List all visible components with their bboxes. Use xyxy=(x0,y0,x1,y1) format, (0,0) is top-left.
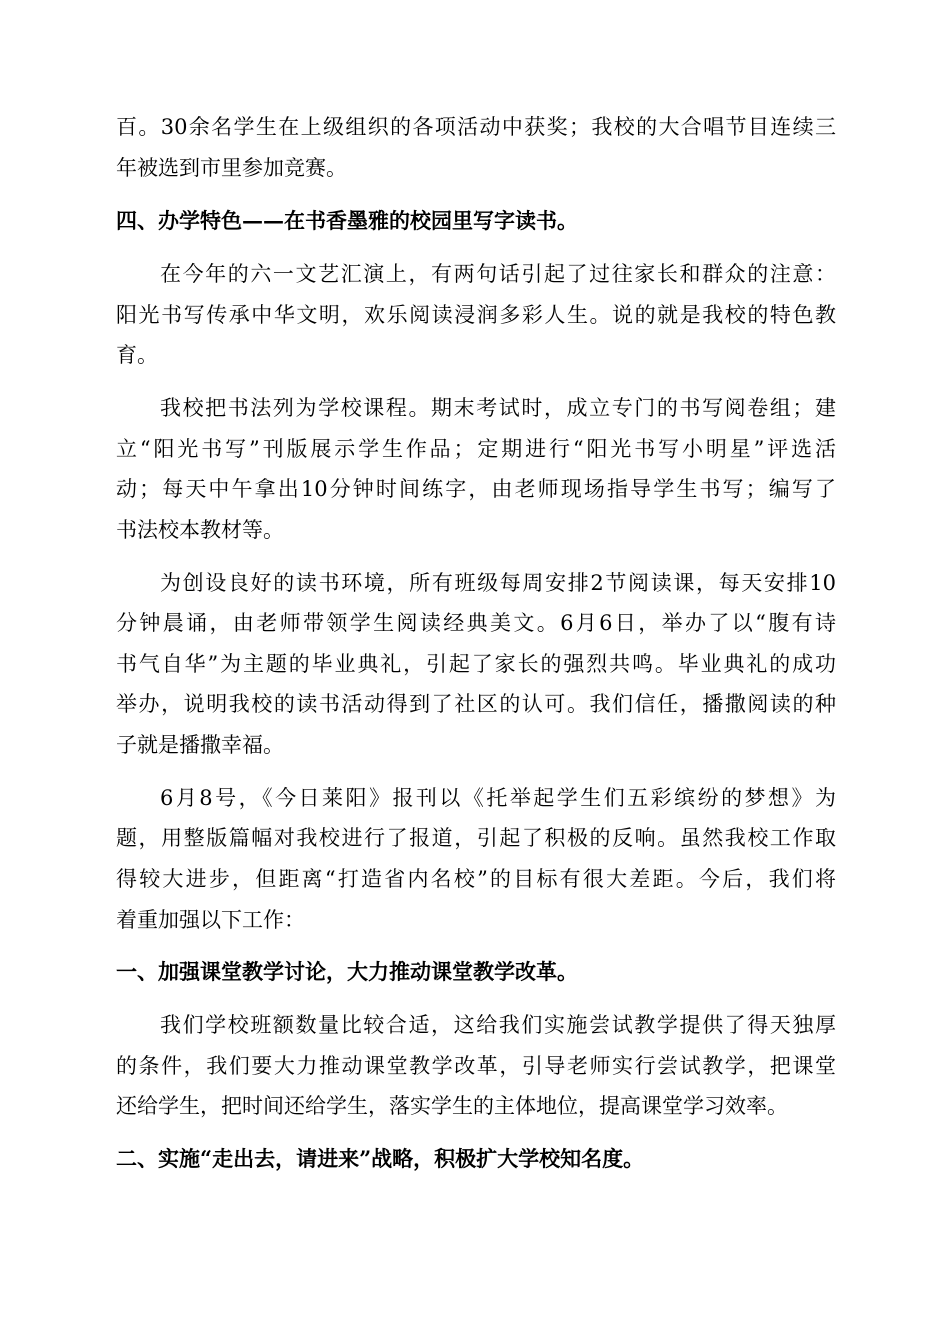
body-text-line: 为创设良好的读书环境，所有班级每周安排2节阅读课，每天安排10 xyxy=(160,571,836,595)
body-text-line: 年被选到市里参加竞赛。 xyxy=(116,156,347,180)
body-text-line: 6月8号，《今日莱阳》报刊以《托举起学生们五彩缤纷的梦想》为 xyxy=(160,786,836,810)
body-text-line: 着重加强以下工作： xyxy=(116,908,305,932)
body-text-line: 书法校本教材等。 xyxy=(116,518,284,542)
body-text-line: 我校把书法列为学校课程。期末考试时，成立专门的书写阅卷组；建 xyxy=(160,396,836,420)
body-text-line: 子就是播撒幸福。 xyxy=(116,733,284,757)
body-text-line: 动；每天中午拿出10分钟时间练字，由老师现场指导学生书写；编写了 xyxy=(116,477,836,501)
body-text-line: 举办，说明我校的读书活动得到了社区的认可。我们信任，播撒阅读的种 xyxy=(116,692,836,716)
body-text-line: 得较大进步，但距离“打造省内名校”的目标有很大差距。今后，我们将 xyxy=(116,867,836,891)
section-heading: 二、实施“走出去，请进来”战略，积极扩大学校知名度。 xyxy=(116,1146,645,1171)
body-text-line: 书气自华”为主题的毕业典礼，引起了家长的强烈共鸣。毕业典礼的成功 xyxy=(116,652,836,676)
body-text-line: 的条件，我们要大力推动课堂教学改革，引导老师实行尝试教学，把课堂 xyxy=(116,1054,836,1078)
body-text-line: 还给学生，把时间还给学生，落实学生的主体地位，提高课堂学习效率。 xyxy=(116,1094,788,1118)
body-text-line: 立“阳光书写”刊版展示学生作品；定期进行“阳光书写小明星”评选活 xyxy=(116,437,836,461)
body-text-line: 我们学校班额数量比较合适，这给我们实施尝试教学提供了得天独厚 xyxy=(160,1013,836,1037)
body-text-line: 题，用整版篇幅对我校进行了报道，引起了积极的反响。虽然我校工作取 xyxy=(116,826,836,850)
section-heading: 四、办学特色——在书香墨雅的校园里写字读书。 xyxy=(116,208,578,233)
section-heading: 一、加强课堂教学讨论，大力推动课堂教学改革。 xyxy=(116,959,578,984)
body-text-line: 在今年的六一文艺汇演上，有两句话引起了过往家长和群众的注意： xyxy=(160,262,836,286)
body-text-line: 分钟晨诵，由老师带领学生阅读经典美文。6月6日，举办了以“腹有诗 xyxy=(116,611,836,635)
body-text-line: 阳光书写传承中华文明，欢乐阅读浸润多彩人生。说的就是我校的特色教 xyxy=(116,303,836,327)
body-text-line: 育。 xyxy=(116,343,158,367)
body-text-line: 百。30余名学生在上级组织的各项活动中获奖；我校的大合唱节目连续三 xyxy=(116,115,836,139)
